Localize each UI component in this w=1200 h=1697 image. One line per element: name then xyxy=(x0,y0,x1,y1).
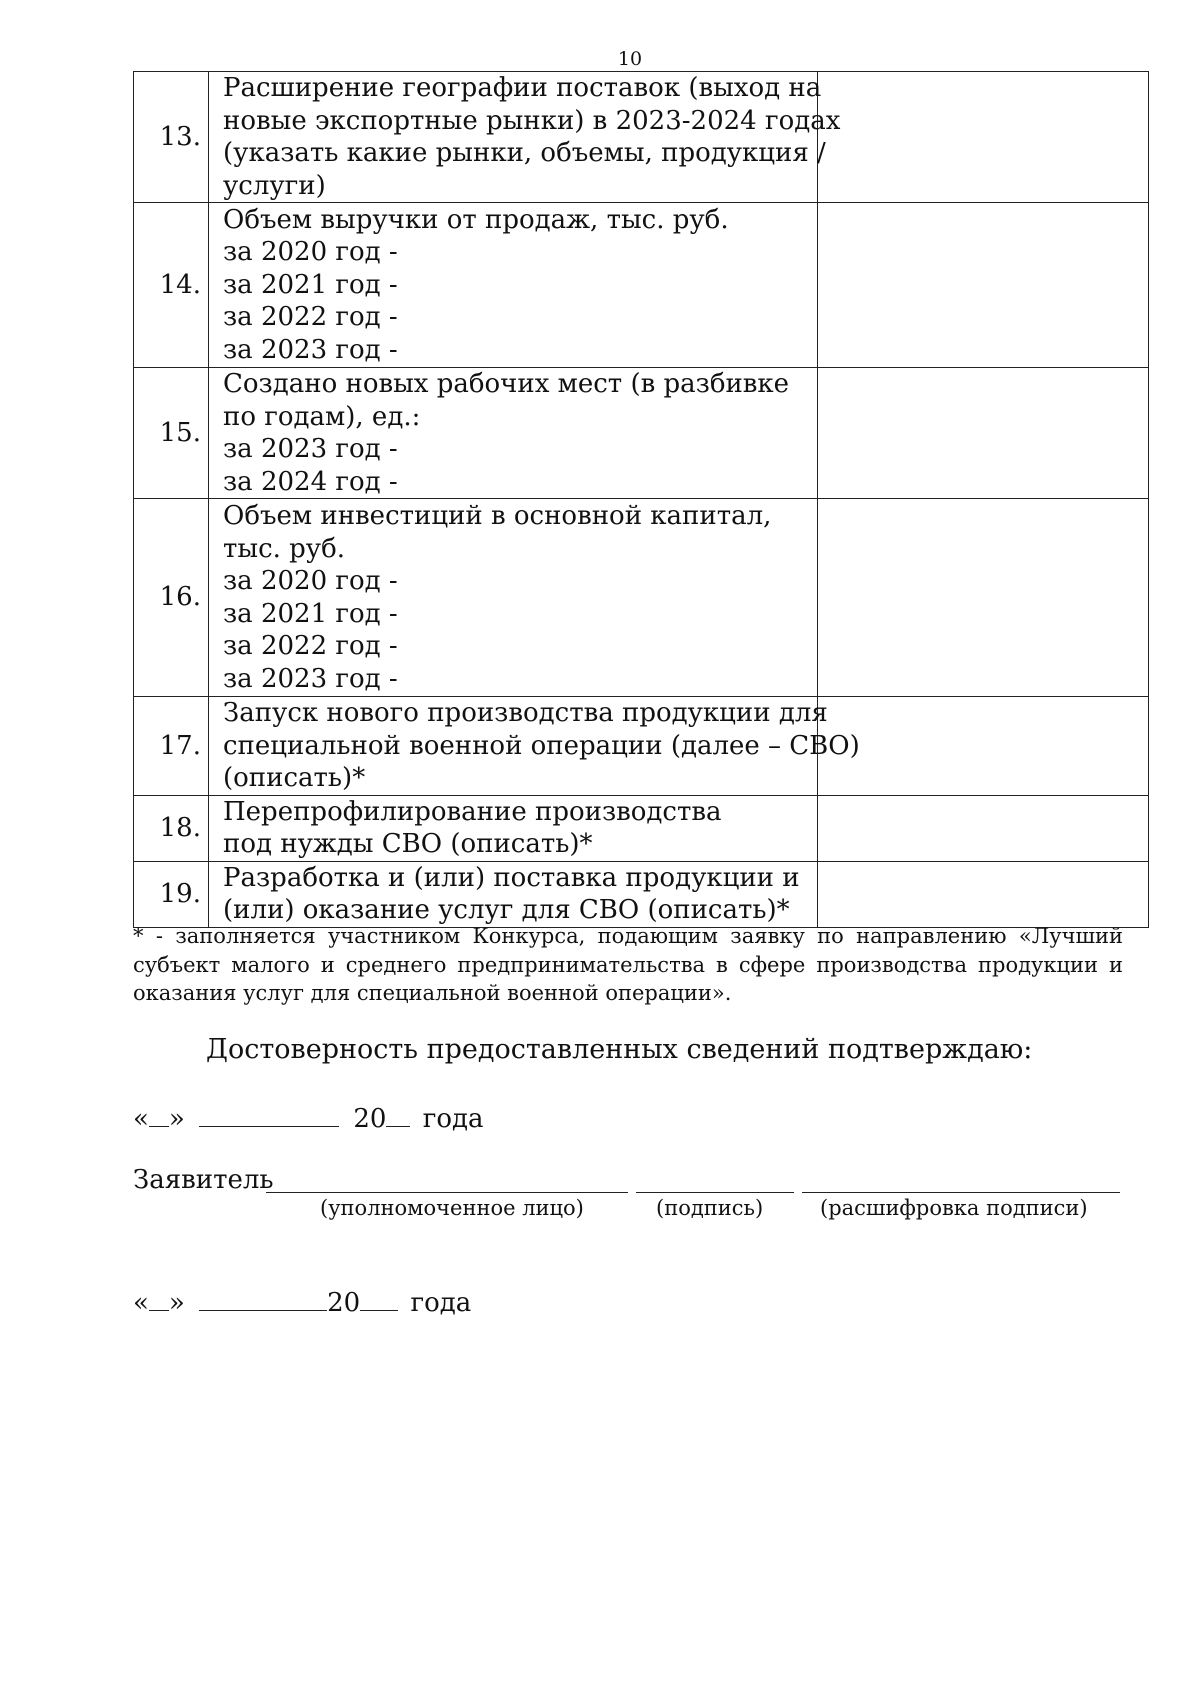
row-value-cell[interactable] xyxy=(818,499,1149,697)
row-value-cell[interactable] xyxy=(818,861,1149,927)
description-line: за 2023 год - xyxy=(223,334,398,365)
table-row xyxy=(134,861,1149,927)
page-number: 10 xyxy=(617,48,643,70)
row-number: 19. xyxy=(134,861,209,927)
row-description xyxy=(209,203,818,368)
row-value-cell[interactable] xyxy=(818,795,1149,861)
day-blank[interactable] xyxy=(149,1100,169,1127)
description-line: Запуск нового производства продукции для xyxy=(223,698,828,728)
date-close-quote: » xyxy=(168,1288,185,1318)
table-row xyxy=(134,697,1149,796)
description-line: за 2021 год - xyxy=(223,269,398,300)
row-value-cell[interactable] xyxy=(818,368,1149,499)
authorized-person-line[interactable] xyxy=(266,1192,628,1193)
table-row xyxy=(134,795,1149,861)
row-value-cell[interactable] xyxy=(818,697,1149,796)
description-line: за 2020 год - xyxy=(223,237,398,268)
description-line: за 2024 год - xyxy=(223,466,398,497)
month-blank[interactable] xyxy=(199,1100,339,1127)
table-row xyxy=(134,368,1149,499)
row-number: 13. xyxy=(134,72,209,203)
date-open-quote: « xyxy=(133,1288,149,1318)
row-value-cell[interactable] xyxy=(818,203,1149,368)
description-line: тыс. руб. xyxy=(223,533,346,564)
confirmation-statement: Достоверность предоставленных сведений подтверждаю: xyxy=(206,1034,1033,1065)
year-blank[interactable] xyxy=(360,1284,398,1311)
row-description xyxy=(209,368,818,499)
description-line: за 2022 год - xyxy=(223,302,398,333)
date-year-word: года xyxy=(410,1288,472,1318)
row-number: 15. xyxy=(134,368,209,499)
table-row xyxy=(134,203,1149,368)
date-year-word: года xyxy=(422,1104,484,1134)
description-line: (описать)* xyxy=(223,763,366,793)
day-blank[interactable] xyxy=(149,1284,169,1311)
description-line: Перепрофилирование производства xyxy=(223,796,722,827)
row-number: 18. xyxy=(134,795,209,861)
table-row xyxy=(134,72,1149,203)
description-line: под нужды СВО (описать)* xyxy=(223,829,593,859)
date-line-2 xyxy=(133,1284,471,1318)
description-line: услуги) xyxy=(223,170,326,201)
description-line: за 2023 год - xyxy=(223,663,398,694)
year-blank[interactable] xyxy=(386,1100,410,1127)
description-line: по годам), ед.: xyxy=(223,401,421,432)
row-description xyxy=(209,795,818,861)
description-line: Создано новых рабочих мест (в разбивке xyxy=(223,369,790,399)
form-table xyxy=(133,71,1149,928)
description-line: за 2022 год - xyxy=(223,631,398,661)
description-line: за 2023 год - xyxy=(223,434,398,464)
row-description xyxy=(209,499,818,697)
description-line: Объем выручки от продаж, тыс. руб. xyxy=(223,204,729,235)
row-number: 14. xyxy=(134,203,209,368)
description-line: (указать какие рынки, объемы, продукция / xyxy=(223,138,826,168)
footnote: * - заполняется участником Конкурса, подающим заявку по направлению «Лучший субъект малого и среднего предпринимательства в сфере производства продукции и оказания услуг для специальной военной операции». xyxy=(133,924,1123,1005)
form-table-body xyxy=(134,72,1149,928)
row-description xyxy=(209,697,860,796)
signature-caption: (подпись) xyxy=(656,1196,764,1220)
row-value-cell[interactable] xyxy=(818,72,1149,203)
description-line: новые экспортные рынки) в 2023-2024 годах xyxy=(223,105,841,136)
signature-decoding-caption: (расшифровка подписи) xyxy=(820,1196,1088,1220)
description-line: за 2021 год - xyxy=(223,598,398,629)
date-line-1 xyxy=(133,1100,484,1134)
row-description xyxy=(209,861,818,927)
signature-decoding-line[interactable] xyxy=(802,1192,1120,1193)
row-number: 17. xyxy=(134,697,209,796)
date-open-quote: « xyxy=(133,1104,149,1134)
description-line: Объем инвестиций в основной капитал, xyxy=(223,501,772,531)
row-number: 16. xyxy=(134,499,209,697)
description-line: Разработка и (или) поставка продукции и xyxy=(223,862,800,893)
description-line: (или) оказание услуг для СВО (описать)* xyxy=(223,895,790,925)
date-century: 20 xyxy=(353,1104,387,1134)
signature-line[interactable] xyxy=(636,1192,794,1193)
authorized-person-caption: (уполномоченное лицо) xyxy=(320,1196,584,1220)
table-row xyxy=(134,499,1149,697)
date-close-quote: » xyxy=(168,1104,185,1134)
description-line: специальной военной операции (далее – СВО) xyxy=(223,730,860,761)
applicant-label: Заявитель xyxy=(133,1165,274,1195)
date-century: 20 xyxy=(327,1288,361,1318)
row-description xyxy=(209,72,841,203)
description-line: Расширение географии поставок (выход на xyxy=(223,73,822,103)
description-line: за 2020 год - xyxy=(223,566,398,596)
month-blank[interactable] xyxy=(199,1284,327,1311)
